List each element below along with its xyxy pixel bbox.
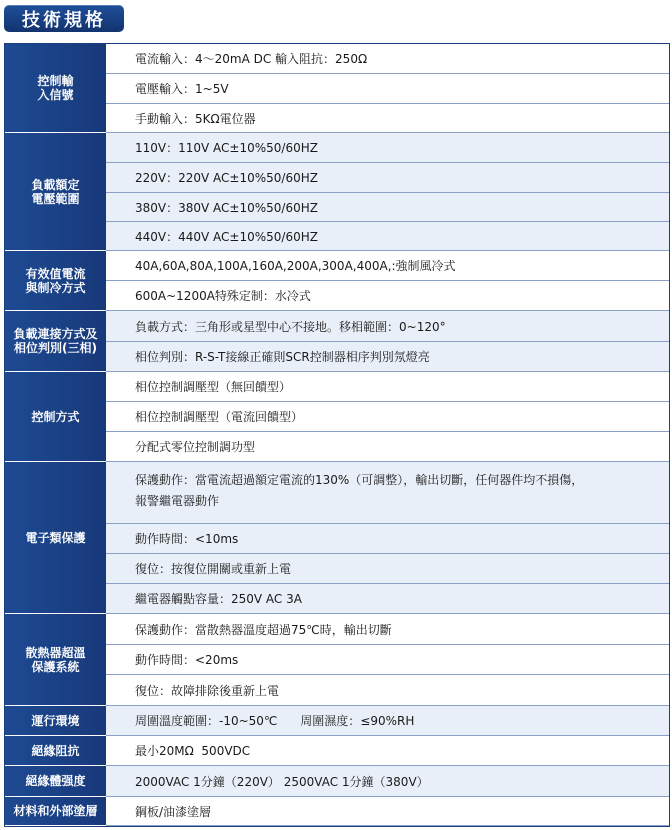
spec-row: 手動輸入：5KΩ電位器: [106, 104, 669, 133]
spec-row: 440V：440V AC±10%50/60HZ: [106, 222, 669, 251]
spec-row: 380V：380V AC±10%50/60HZ: [106, 193, 669, 222]
group-label: 散熱器超溫 保護系統: [5, 614, 106, 706]
group-label: 有效值電流 與制冷方式: [5, 251, 106, 311]
spec-row: 600A~1200A特殊定制：水冷式: [106, 281, 669, 311]
spec-row: 復位：按復位開關或重新上電: [106, 554, 669, 584]
spec-row: 保護動作：當散熱器溫度超過75℃時，輸出切斷: [106, 614, 669, 645]
spec-group: [5, 462, 669, 614]
spec-row: 相位控制調壓型（電流回饋型）: [106, 402, 669, 432]
group-label: 負載連接方式及 相位判別(三相): [5, 311, 106, 372]
group-label: 控制方式: [5, 372, 106, 462]
spec-row: 110V：110V AC±10%50/60HZ: [106, 133, 669, 163]
spec-group: [5, 766, 669, 797]
spec-group: [5, 133, 669, 251]
spec-group: [5, 706, 669, 736]
spec-row: 電壓輸入：1~5V: [106, 74, 669, 104]
group-label: 絕緣阻抗: [5, 736, 106, 766]
spec-group: [5, 797, 669, 826]
spec-table: [4, 43, 670, 827]
spec-row: 40A,60A,80A,100A,160A,200A,300A,400A,:強制風冷式: [106, 251, 669, 281]
spec-row: 繼電器觸點容量：250V AC 3A: [106, 584, 669, 614]
spec-group: [5, 251, 669, 311]
spec-group: [5, 44, 669, 133]
spec-row: 鋼板/油漆塗層: [106, 797, 669, 826]
group-label: 負載額定 電壓範圍: [5, 133, 106, 251]
group-label: 絕緣體强度: [5, 766, 106, 797]
group-label: 控制輸 入信號: [5, 44, 106, 133]
spec-row: 相位判別：R-S-T接線正確則SCR控制器相序判別氖燈亮: [106, 342, 669, 372]
spec-row: 復位：故障排除後重新上電: [106, 675, 669, 706]
spec-row: 2000VAC 1分鐘（220V） 2500VAC 1分鐘（380V）: [106, 766, 669, 797]
spec-row: 最小20MΩ 500VDC: [106, 736, 669, 766]
spec-row: 動作時間：<10ms: [106, 524, 669, 554]
group-label: 材料和外部塗層: [5, 797, 106, 826]
spec-group: [5, 614, 669, 706]
group-label: 電子類保護: [5, 462, 106, 614]
spec-row: 分配式零位控制調功型: [106, 432, 669, 462]
spec-row: 動作時間：<20ms: [106, 645, 669, 675]
spec-row: 負載方式：三角形或星型中心不接地。移相範圍：0~120°: [106, 311, 669, 342]
spec-row: 相位控制調壓型（無回饋型）: [106, 372, 669, 402]
spec-group: [5, 372, 669, 462]
spec-row: 電流輸入：4～20mA DC 輸入阻抗：250Ω: [106, 44, 669, 74]
spec-group: [5, 736, 669, 766]
spec-row: 220V：220V AC±10%50/60HZ: [106, 163, 669, 193]
spec-group: [5, 311, 669, 372]
group-label: 運行環境: [5, 706, 106, 736]
spec-row: 保護動作：當電流超過額定電流的130%（可調整），輸出切斷，任何器件均不損傷， 報警繼電器動作: [106, 462, 669, 524]
page-title: 技術規格: [4, 5, 124, 32]
spec-row: 周圍溫度範圍：-10~50℃ 周圍濕度：≤90%RH: [106, 706, 669, 736]
